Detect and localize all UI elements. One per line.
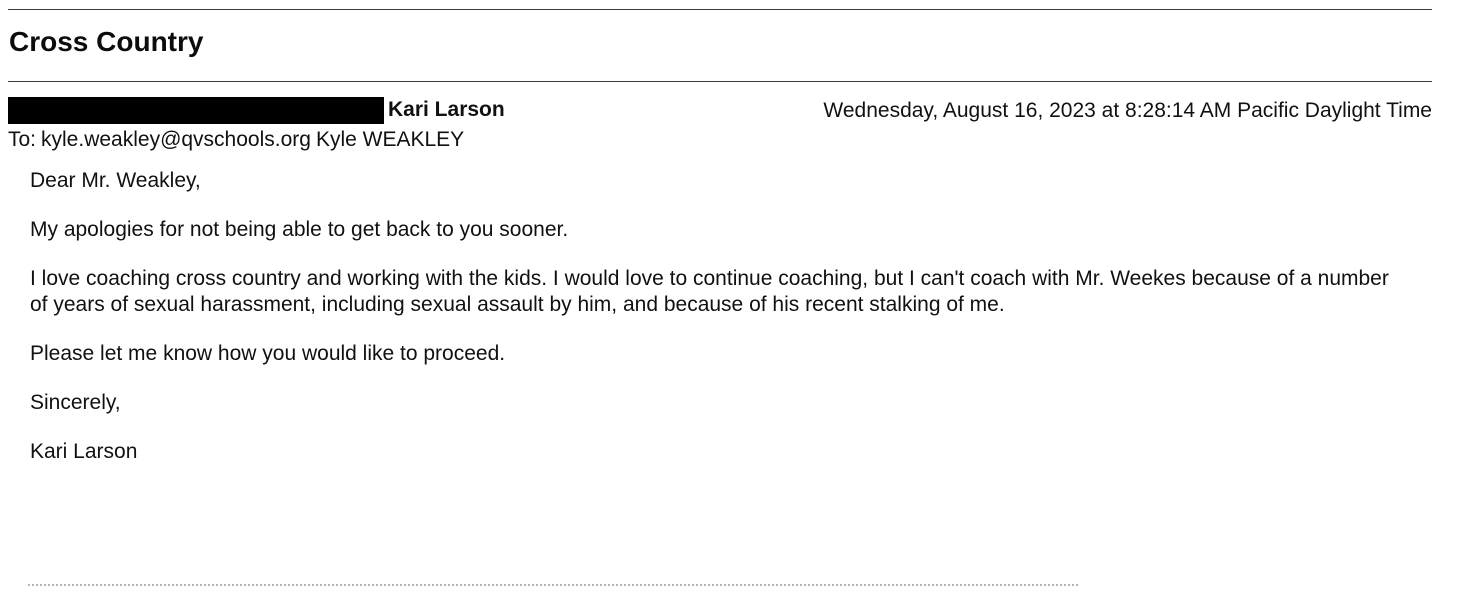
body-paragraph-3: Please let me know how you would like to proceed. <box>30 342 506 365</box>
body-paragraph-2: I love coaching cross country and working with the kids. I would love to continue coaching, but I can't coach with Mr. Weekes because of a number of years of sexual harassment, including sexual assault by him, and because of his recent stalking of me. <box>30 267 1389 316</box>
redaction-block <box>8 97 384 124</box>
email-timestamp: Wednesday, August 16, 2023 at 8:28:14 AM Pacific Daylight Time <box>823 99 1432 122</box>
email-body <box>30 168 1430 488</box>
to-label: To: <box>8 128 37 151</box>
body-paragraph-1: My apologies for not being able to get back to you sooner. <box>30 218 569 241</box>
email-subject: Cross Country <box>9 26 204 57</box>
to-line <box>8 128 464 152</box>
top-divider <box>8 9 1432 10</box>
footer-divider <box>28 584 1078 586</box>
sender-name: Kari Larson <box>388 98 505 121</box>
closing: Sincerely, <box>30 391 121 414</box>
from-line <box>8 96 505 124</box>
signature: Kari Larson <box>30 440 138 463</box>
recipient-name: Kyle WEAKLEY <box>315 128 465 151</box>
greeting: Dear Mr. Weakley, <box>30 169 201 192</box>
header-divider <box>8 81 1432 82</box>
recipient-email: kyle.weakley@qvschools.org <box>41 128 311 151</box>
